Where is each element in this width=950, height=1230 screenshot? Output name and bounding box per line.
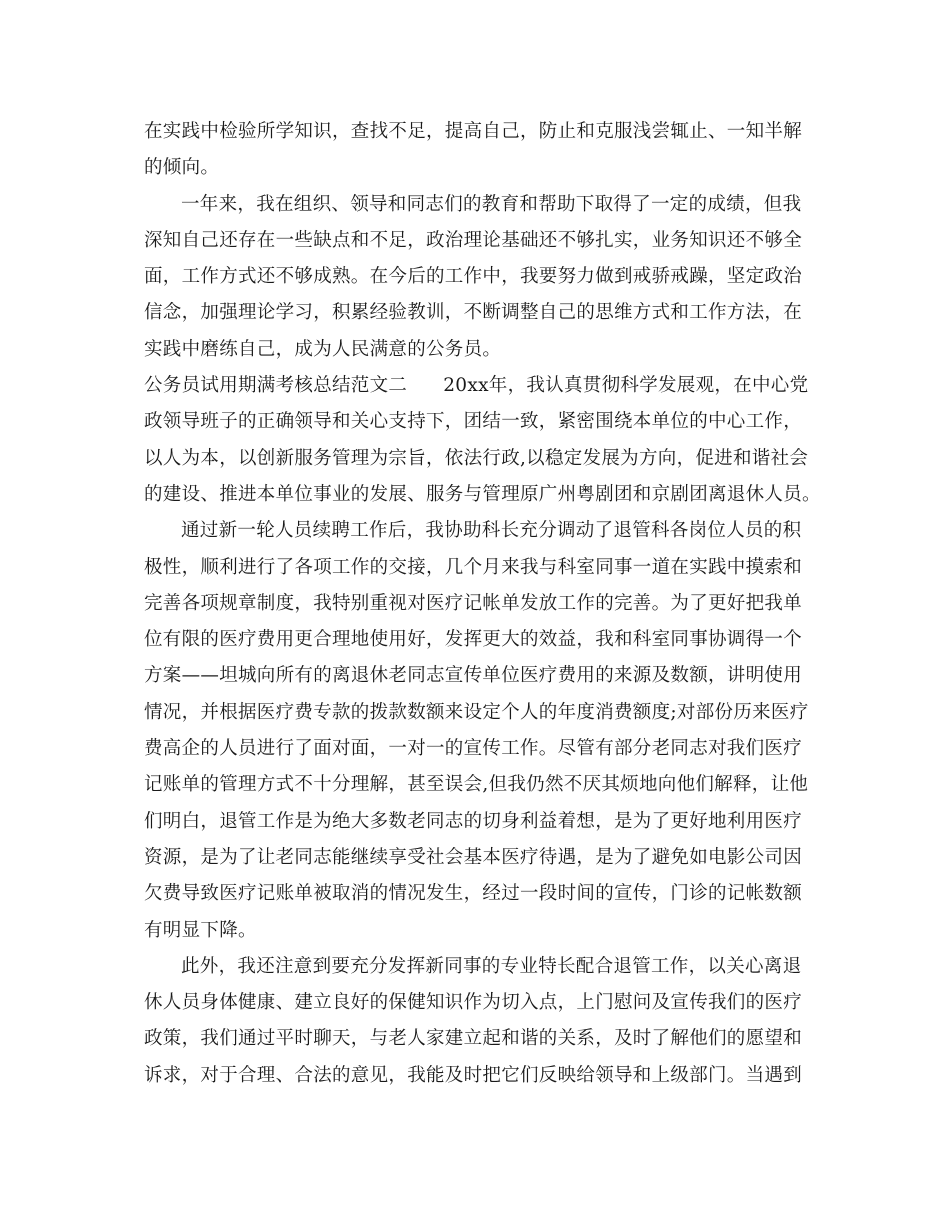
- text-line: 面，工作方式还不够成熟。在今后的工作中，我要努力做到戒骄戒躁，坚定政治: [144, 266, 803, 288]
- paragraph: [144, 513, 814, 949]
- text-line: 资源，是为了让老同志能继续享受社会基本医疗待遇，是为了避免如电影公司因: [144, 846, 803, 868]
- text-line: 极性，顺利进行了各项工作的交接，几个月来我与科室同事一道在实践中摸索和: [144, 556, 803, 578]
- text-line: 实践中磨练自己，成为人民满意的公务员。: [144, 338, 502, 360]
- text-line: 位有限的医疗费用更合理地使用好，发挥更大的效益，我和科室同事协调得一个: [144, 629, 803, 651]
- paragraph-first-line: 20xx年，我认真贯彻科学发展观，在中心党: [443, 375, 809, 397]
- text-line: 政策，我们通过平时聊天，与老人家建立起和谐的关系，及时了解他们的愿望和: [144, 1028, 803, 1050]
- document-body: [144, 114, 821, 1094]
- text-line: 在实践中检验所学知识，查找不足，提高自己，防止和克服浅尝辄止、一知半解: [144, 121, 803, 142]
- text-line: 情况，并根据医疗费专款的拨款数额来设定个人的年度消费额度;对部份历来医疗: [144, 701, 809, 723]
- text-line: 的建设、推进本单位事业的发展、服务与管理原广州粤剧团和京剧团离退休人员。: [144, 483, 821, 505]
- text-line: 欠费导致医疗记账单被取消的情况发生，经过一段时间的宣传，门诊的记帐数额: [144, 883, 803, 905]
- paragraph: [144, 949, 814, 1094]
- text-line: 记账单的管理方式不十分理解，甚至误会,但我仍然不厌其烦地向他们解释，让他: [144, 774, 809, 796]
- text-line: 费高企的人员进行了面对面，一对一的宣传工作。尽管有部分老同志对我们医疗: [144, 738, 803, 760]
- text-line: 休人员身体健康、建立良好的保健知识作为切入点，上门慰问及宣传我们的医疗: [144, 992, 803, 1014]
- text-line: 信念，加强理论学习，积累经验教训，不断调整自己的思维方式和工作方法，在: [144, 302, 803, 324]
- text-line: 方案——坦城向所有的离退休老同志宣传单位医疗费用的来源及数额，讲明使用: [144, 665, 803, 687]
- text-line: 们明白，退管工作是为绝大多数老同志的切身利益着想，是为了更好地利用医疗: [144, 810, 803, 832]
- paragraph: [144, 187, 814, 368]
- paragraph: [144, 368, 821, 513]
- text-line: 此外，我还注意到要充分发挥新同事的专业特长配合退管工作，以关心离退: [181, 955, 802, 977]
- text-line: 深知自己还存在一些缺点和不足，政治理论基础还不够扎实，业务知识还不够全: [144, 229, 803, 251]
- text-line: 完善各项规章制度，我特别重视对医疗记帐单发放工作的完善。为了更好把我单: [144, 592, 803, 614]
- section-heading: 公务员试用期满考核总结范文二: [144, 375, 408, 397]
- text-line: 诉求，对于合理、合法的意见，我能及时把它们反映给领导和上级部门。当遇到: [144, 1064, 803, 1086]
- text-line: 的倾向。: [144, 157, 220, 179]
- text-line: 有明显下降。: [144, 919, 257, 941]
- text-line: 通过新一轮人员续聘工作后，我协助科长充分调动了退管科各岗位人员的积: [181, 520, 802, 542]
- text-line: [144, 368, 814, 404]
- text-line: 以人为本，以创新服务管理为宗旨，依法行政,以稳定发展为方向，促进和谐社会: [144, 447, 809, 469]
- paragraph: [144, 114, 814, 187]
- text-line: 政领导班子的正确领导和关心支持下，团结一致，紧密围绕本单位的中心工作，: [144, 411, 803, 433]
- text-line: 一年来，我在组织、领导和同志们的教育和帮助下取得了一定的成绩，但我: [181, 193, 802, 215]
